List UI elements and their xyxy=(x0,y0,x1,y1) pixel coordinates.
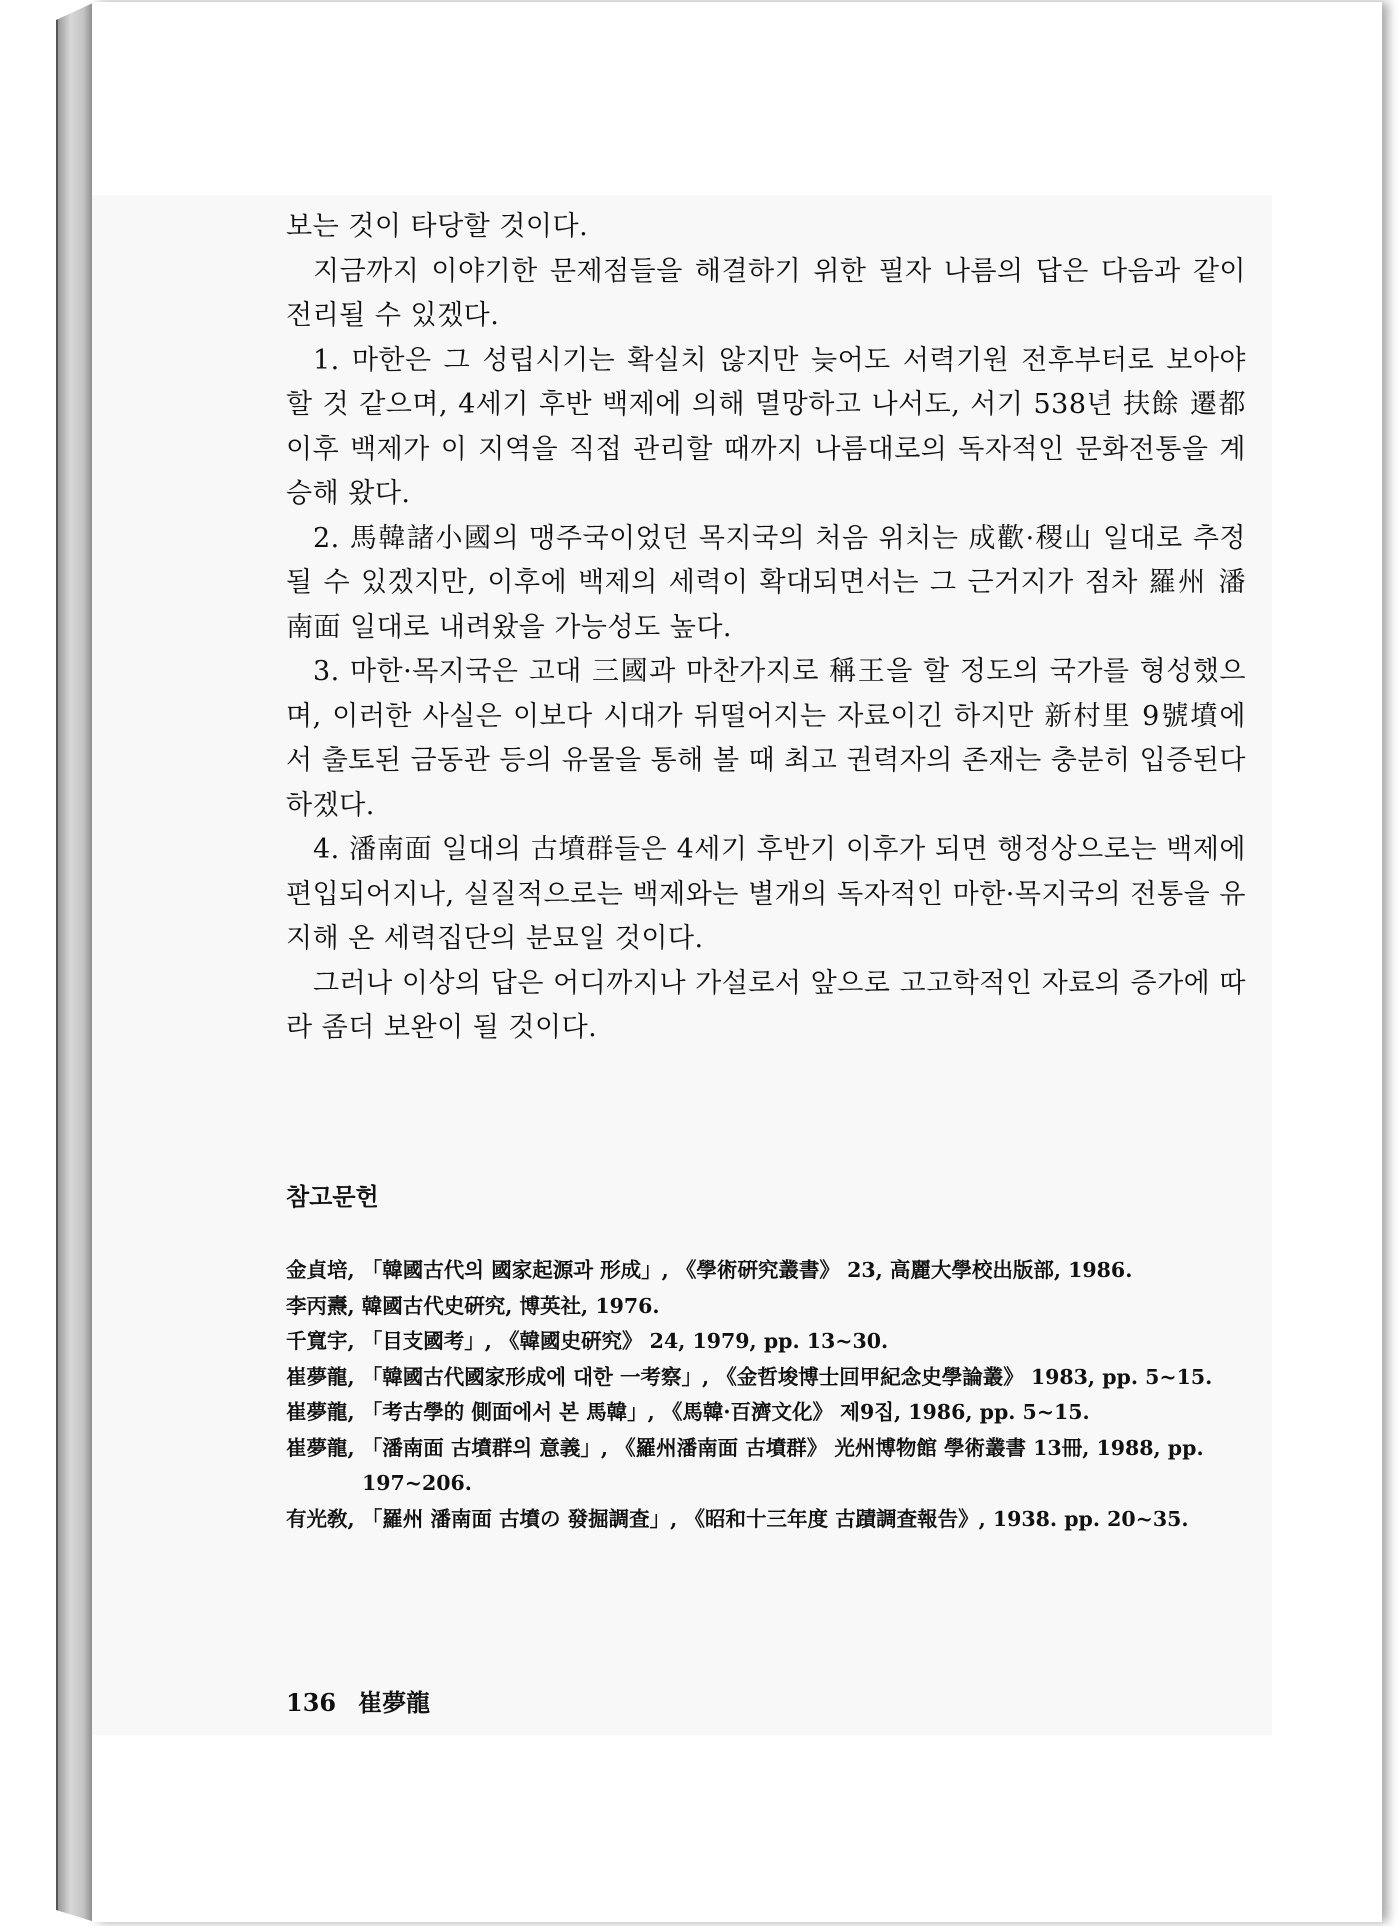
body-paragraph: 보는 것이 타당할 것이다. xyxy=(286,211,589,242)
body-text xyxy=(286,205,1246,1051)
reference-item: 崔夢龍, 「潘南面 古墳群의 意義」, 《羅州潘南面 古墳群》 光州博物館 學術叢書 13冊, 1988, pp. 197~206. xyxy=(286,1435,1204,1495)
body-paragraph: 지금까지 이야기한 문제점들을 해결하기 위한 필자 나름의 답은 다음과 같이 전리될 수 있겠다. xyxy=(286,255,1246,331)
conclusion-item-2: 2. 馬韓諸小國의 맹주국이었던 목지국의 처음 위치는 成歡·稷山 일대로 추정될 수 있겠지만, 이후에 백제의 세력이 확대되면서는 그 근거지가 점차 羅州 潘南面 일대로 내려왔을 가능성도 높다. xyxy=(286,522,1246,643)
running-author: 崔夢龍 xyxy=(358,1688,431,1717)
reference-item: 金貞培, 「韓國古代의 國家起源과 形成」, 《學術硏究叢書》 23, 高麗大學校出版部, 1986. xyxy=(286,1258,1133,1282)
page-footer xyxy=(286,1683,452,1718)
conclusion-item-3: 3. 마한·목지국은 고대 三國과 마찬가지로 稱王을 할 정도의 국가를 형성했으며, 이러한 사실은 이보다 시대가 뒤떨어지는 자료이긴 하지만 新村里 9號墳에서 출토된 금동관 등의 유물을 통해 볼 때 최고 권력자의 존재는 충분히 입증된다 하겠다. xyxy=(286,656,1246,821)
page-number: 136 xyxy=(286,1688,337,1717)
reference-item: 有光敎, 「羅州 潘南面 古墳の 發掘調査」, 《昭和十三年度 古蹟調査報告》, 1938. pp. 20~35. xyxy=(286,1506,1189,1531)
conclusion-item-4: 4. 潘南面 일대의 古墳群들은 4세기 후반기 이후가 되면 행정상으로는 백제에 편입되어지나, 실질적으로는 백제와는 별개의 독자적인 마한·목지국의 전통을 유지해 온 세력집단의 분묘일 것이다. xyxy=(286,834,1246,954)
reference-item: 崔夢龍, 「考古學的 側面에서 본 馬韓」, 《馬韓·百濟文化》 제9집, 1986, pp. 5~15. xyxy=(286,1400,1090,1424)
body-paragraph: 그러나 이상의 답은 어디까지나 가설로서 앞으로 고고학적인 자료의 증가에 따라 좀더 보완이 될 것이다. xyxy=(286,967,1246,1043)
references-heading: 참고문헌 xyxy=(286,1182,379,1211)
reference-item: 崔夢龍, 「韓國古代國家形成에 대한 一考察」, 《金哲埈博士回甲紀念史學論叢》 1983, pp. 5~15. xyxy=(286,1364,1213,1389)
reference-item: 千寬宇, 「目支國考」, 《韓國史硏究》 24, 1979, pp. 13~30. xyxy=(286,1329,889,1353)
references-list xyxy=(286,1253,1246,1537)
book-spine xyxy=(56,2,95,1922)
reference-item: 李丙燾, 韓國古代史硏究, 博英社, 1976. xyxy=(286,1293,660,1318)
conclusion-item-1: 1. 마한은 그 성립시기는 확실치 않지만 늦어도 서력기원 전후부터로 보아야 할 것 같으며, 4세기 후반 백제에 의해 멸망하고 나서도, 서기 538년 扶餘 遷都 이후 백제가 이 지역을 직접 관리할 때까지 나름대로의 독자적인 문화전통을 계승해 왔다. xyxy=(286,344,1246,509)
